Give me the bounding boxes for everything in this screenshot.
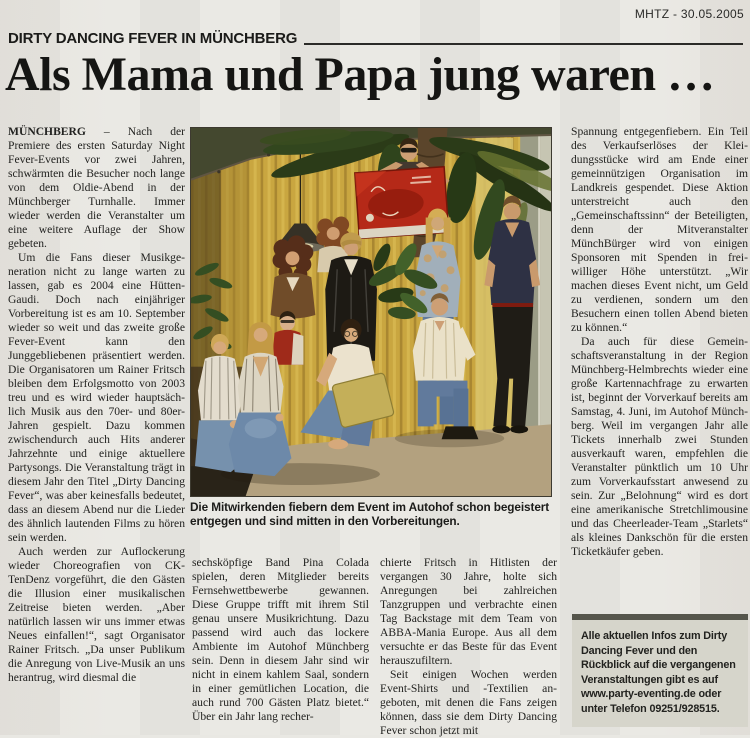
paragraph: sechsköpfige Band Pina Colada spielen, deren Mitglieder bereits Fernsehwettbewerbe gewannen. Diese Gruppe trifft mit ihrem Stil genau unsere Musikrichtung. Dazu passend wird auch das lockere Ambiente im Autohof Münchberg sein. Denn in diesem Jahr sind wir nicht in einem kahlem Saal, sondern in einer gemütlichen Location, die auch rund 700 Gästen Platz bietet.“ Über ein Jahr lang recher- <box>192 556 369 723</box>
paragraph: Da auch für diese Gemeinschaftsveranstaltung in der Region Münchberg-Helmbrechts wieder eine große Kartennachfrage zu erwarten ist, beginnt der Vorverkauf bereits am Samstag, 4. Juni, im Autohof Münchberg. Weil im vergangen Jahr alle Tickets innerhalb zwei Stunden ausverkauft waren, empfehlen die Veranstalter pünktlich um 10 Uhr zum Vorverkaufsstart anwesend zu sein. Zur „Belohnung“ wird es dort eine amerikanische Stretchlimousine und das Cheerleader-Team „Starlets“ als kleines Dankschön für die ersten Ticketkäufer geben. <box>571 335 748 558</box>
kicker: DIRTY DANCING FEVER IN MÜNCHBERG <box>8 30 298 47</box>
event-group-photo <box>190 127 552 497</box>
paragraph <box>8 125 185 251</box>
info-box <box>572 614 748 727</box>
article-column-2 <box>192 556 369 735</box>
kicker-row <box>8 31 743 46</box>
paragraph: Auch werden zur Auflockerung wieder Choreografien von CK-TenDenz vorgeführt, die den Gästen die Illusion einer musikalischen Zeitreise bieten werden. „Aber natürlich lassen wir uns immer etwas Neues einfallen!“, sagt Organisator Rainer Fritsch. „Da unser Publikum die Anregung von Live-Musik an uns herantrug, wird diesmal die <box>8 545 185 684</box>
paragraph: Um die Fans dieser Musikgeneration nicht zu lange warten zu lassen, gab es 2004 eine Hütten-Gaudi. Doch nach einjähriger Vorbereitung ist es am 10. September wieder so weit und das zweite große Fever-Event kann den Junggebliebenen präsentiert werden. Die Organisatoren um Rainer Fritsch bleiben dem Erfolgsmotto von 2003 treu und es wird wieder hauptsächlich Musik aus den 70er- und 80er-Jahren gespielt. Dazu kommen zwischendurch auch Hits anderer Jahrzehnte und einige aktuellere Partysongs. Die Veranstaltung trägt in diesem Jahr den Titel „Dirty Dancing Fever“, was aber keinesfalls bedeutet, dass an diesem Abend nur die Lieder des ähnlich lautenden Films zu hören sein werden. <box>8 251 185 544</box>
press-credit: MHTZ - 30.05.2005 <box>634 7 744 21</box>
info-box-text: Alle aktuellen Infos zum Dirty Dancing Fever und den Rückblick auf die vergangenen Veranstaltungen gibt es auf www.party-eventing.de oder unter Telefon 09251/928515. <box>572 620 748 727</box>
kicker-rule <box>304 43 743 45</box>
article-column-3 <box>380 556 557 735</box>
paragraph: Spannung entgegenfiebern. Ein Teil des Verkaufserlöses der Kleidungsstücke wird am Ende einer gemeinnützigen Organisation im Landkreis gespendet. Diese Aktion unterstreicht auch den „Gemeinschaftssinn“ der Beteiligten, denn der Mitveranstalter MünchBürger wird von einigen Sponsoren mit Spenden in freiwilliger Höhe unterstützt. „Wir machen dieses Event nicht, um Geld zu verdienen, sondern um den Besuchern einen tollen Abend bieten zu können.“ <box>571 125 748 334</box>
article-column-1 <box>8 125 185 735</box>
headline: Als Mama und Papa jung waren … <box>5 48 715 101</box>
photo-caption: Die Mitwirkenden fiebern dem Event im Autohof schon begeistert entgegen und sind mitten in den Vorbereitungen. <box>190 500 550 528</box>
paragraph: chierte Fritsch in Hitlisten der vergangen 30 Jahre, holte sich Anregungen bei zahlreichen Tanzgruppen und verbrachte einen Tag Backstage mit dem Team von ABBA-Mania Europe. Aus all dem versuchte er das Beste für das Event herauszufiltern. <box>380 556 557 667</box>
dateline: MÜNCHBERG <box>8 125 86 138</box>
group-photo-illustration <box>191 128 551 496</box>
paragraph-text: – Nach der Premiere des ersten Saturday Night Fever-Events vor zwei Jahren, schwärmten die Besucher noch lange von dem Oldie-Abend in der Münchberger Turnhalle. Immer wieder werden die Veranstalter um eine weitere Auflage der Show gebeten. <box>8 125 185 250</box>
paragraph: Seit einigen Wochen werden Event-Shirts und -Textilien angeboten, mit denen die Fans zeigen können, dass sie dem Dirty Dancing Fever schon jetzt mit <box>380 668 557 737</box>
